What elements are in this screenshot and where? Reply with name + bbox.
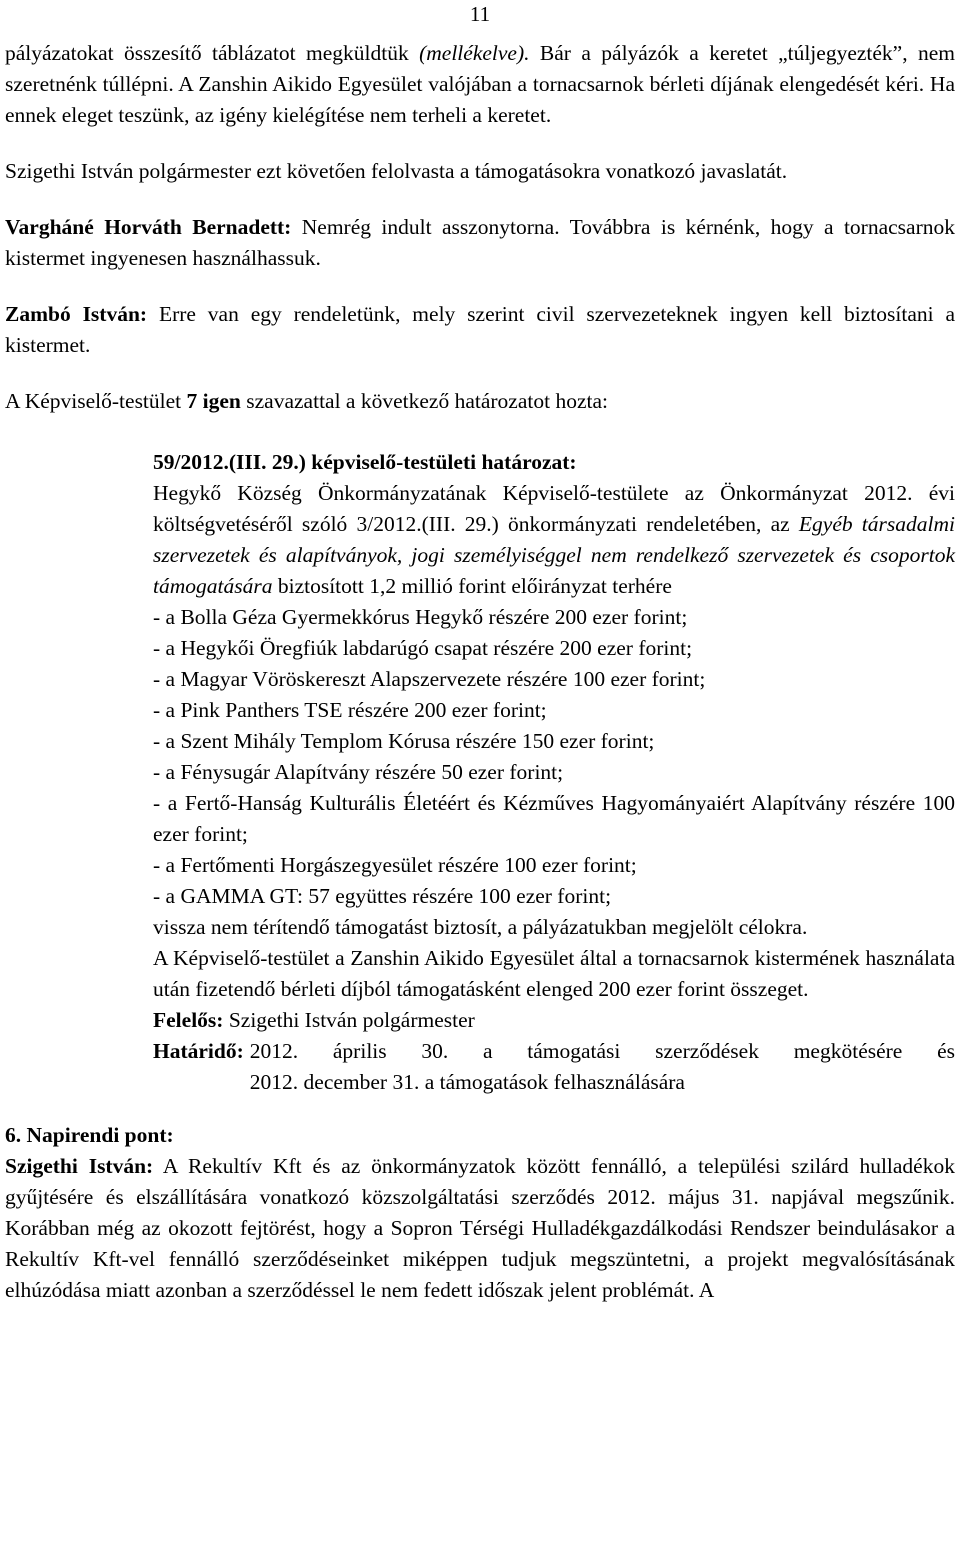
resolution-intro <box>153 478 955 602</box>
deadline-label: Határidő: <box>153 1039 244 1063</box>
paragraph-vote <box>5 386 955 417</box>
list-item: - a Szent Mihály Templom Kórusa részére 150 ezer forint; <box>153 729 655 753</box>
paragraph-applications <box>5 38 955 131</box>
resolution-zanshin: A Képviselő-testület a Zanshin Aikido Egyesület által a tornacsarnok kistermének használata után fizetendő bérleti díjból támogatásként elenged 200 ezer forint összeget. <box>153 946 955 1001</box>
vote-count: 7 igen <box>186 389 241 413</box>
paragraph-varghane <box>5 212 955 274</box>
list-item: - a GAMMA GT: 57 együttes részére 100 ezer forint; <box>153 884 612 908</box>
resolution-title-text: 59/2012.(III. 29.) képviselő-testületi határozat: <box>153 450 577 474</box>
resolution-title <box>153 447 955 478</box>
intro-b: biztosított 1,2 millió forint előirányzat terhére <box>277 574 672 598</box>
vote-text-a: A Képviselő-testület <box>5 389 182 413</box>
agenda-text: A Rekultív Kft és az önkormányzatok között fennálló, a települési szilárd hulladékok gyűjtésére és elszállítására vonatkozó közszolgáltatási szerződés 2012. május 31. napjával megszűnik. Korábban még az okozott fejtörést, hogy a Sopron Térségi Hulladékgazdálkodási Rendszer beindulásakor a Rekultív Kft-vel fennálló szerződéseinket miképpen tudjuk megszüntetni, a projekt megvalósításának elhúzódása miatt azonban a szerződéssel le nem fedett időszak jelent problémát. A <box>5 1154 955 1302</box>
speaker-zambo: Zambó István: <box>5 302 148 326</box>
deadline-block <box>153 1036 955 1098</box>
speaker-varghane: Vargháné Horváth Bernadett: <box>5 215 292 239</box>
intro-italic: Egyéb társadalmi szervezetek és alapítványok, jogi személyiséggel nem rendelkező szervezetek és csoportok támogatására <box>153 512 955 598</box>
responsible-line <box>153 1005 955 1036</box>
list-item: - a Bolla Géza Gyermekkórus Hegykő részére 200 ezer forint; <box>153 605 688 629</box>
page-number: 11 <box>469 2 491 26</box>
agenda-heading <box>5 1120 955 1151</box>
paragraph-mayor-proposal: Szigethi István polgármester ezt követően felolvasta a támogatásokra vonatkozó javaslatát. <box>5 159 788 183</box>
document-body <box>5 38 955 1306</box>
responsible-label: Felelős: <box>153 1008 224 1032</box>
p1-rest: Bár a pályázók a keretet „túljegyezték”, nem szeretnénk túllépni. A Zanshin Aikido Egyesület valójában a tornacsarnok bérleti díjának elengedését kéri. Ha ennek eleget teszünk, az igény kielégítése nem terheli a keretet. <box>5 41 955 127</box>
list-item: - a Fertőmenti Horgászegyesület részére 100 ezer forint; <box>153 853 637 877</box>
vote-text-c: szavazattal a következő határozatot hozta: <box>246 389 608 413</box>
responsible-name: Szigethi István polgármester <box>228 1008 475 1032</box>
agenda-heading-text: 6. Napirendi pont: <box>5 1123 174 1147</box>
p1-text: pályázatokat összesítő táblázatot megküldtük <box>5 41 409 65</box>
paragraph-zambo <box>5 299 955 361</box>
intro-a: Hegykő Község Önkormányzatának Képviselő-testülete az Önkormányzat 2012. évi költségvetéséről szóló 3/2012.(III. 29.) önkormányzati rendeletében, az <box>153 481 955 536</box>
p1-italic: (mellékelve). <box>419 41 530 65</box>
list-item: - a Hegykői Öregfiúk labdarúgó csapat részére 200 ezer forint; <box>153 636 693 660</box>
resolution-block <box>153 447 955 1098</box>
list-item: - a Magyar Vöröskereszt Alapszervezete részére 100 ezer forint; <box>153 667 706 691</box>
list-item: - a Fénysugár Alapítvány részére 50 ezer forint; <box>153 760 564 784</box>
list-item: - a Pink Panthers TSE részére 200 ezer forint; <box>153 698 547 722</box>
list-item: - a Fertő-Hanság Kulturális Életéért és Kézműves Hagyományaiért Alapítvány részére 100 ezer forint; <box>153 791 955 846</box>
agenda-speaker: Szigethi István: <box>5 1154 154 1178</box>
resolution-closing: vissza nem térítendő támogatást biztosít, a pályázatukban megjelölt célokra. <box>153 915 808 939</box>
varghane-text: Nemrég indult asszonytorna. Továbbra is kérnénk, hogy a tornacsarnok kistermet ingyenesen használhassuk. <box>5 215 955 270</box>
agenda-paragraph <box>5 1151 955 1306</box>
zambo-text: Erre van egy rendeletünk, mely szerint civil szervezeteknek ingyen kell biztosítani a kistermet. <box>5 302 955 357</box>
deadline-line-2: 2012. december 31. a támogatások felhasználására <box>249 1070 685 1094</box>
deadline-line-1: 2012. április 30. a támogatási szerződések megkötésére és <box>249 1039 955 1063</box>
